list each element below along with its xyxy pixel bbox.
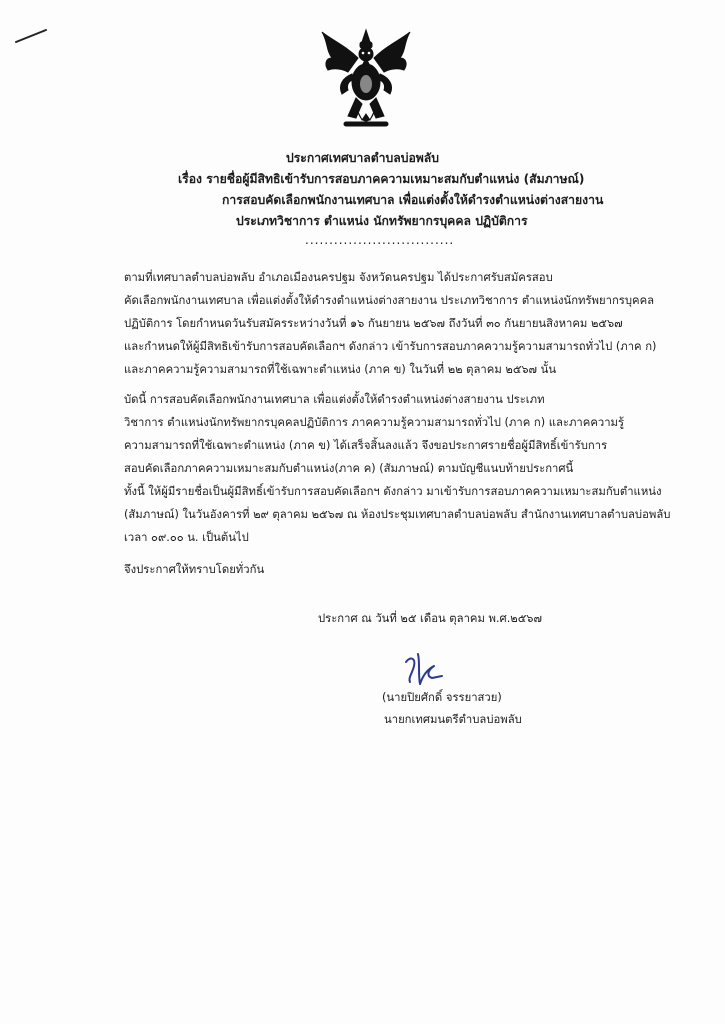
signatory-name: (นายปิยศักดิ์ จรรยาสวย)	[382, 691, 502, 704]
announcement-body	[124, 266, 671, 581]
closing-line: จึงประกาศให้ทราบโดยทั่วกัน	[124, 563, 265, 576]
paragraph-2	[124, 388, 671, 549]
announcement-subject-cont-1: การสอบคัดเลือกพนักงานเทศบาล เพื่อแต่งตั้งให้ดำรงตำแหน่งต่างสายงาน	[222, 193, 604, 207]
paragraph-1-line: คัดเลือกพนักงานเทศบาล เพื่อแต่งตั้งให้ดำรงตำแหน่งต่างสายงาน ประเภทวิชาการ ตำแหน่งนักทรัพยากรบุคคล	[124, 294, 655, 307]
paragraph-2-line: ความสามารถที่ใช้เฉพาะตำแหน่ง (ภาค ข) ได้เสร็จสิ้นลงแล้ว จึงขอประกาศรายชื่อผู้มีสิทธิ์เข้ารับการ	[124, 439, 608, 452]
paragraph-2-line: (สัมภาษณ์) ในวันอังคารที่ ๒๙ ตุลาคม ๒๕๖๗ ณ ห้องประชุมเทศบาลตำบลบ่อพลับ สำนักงานเทศบาลตำบลบ่อพลับ	[124, 508, 671, 521]
announcement-date: ประกาศ ณ วันที่ ๒๕ เดือน ตุลาคม พ.ศ.๒๕๖๗	[318, 612, 542, 625]
announcement-subject-cont-2: ประเภทวิชาการ ตำแหน่ง นักทรัพยากรบุคคล ปฏิบัติการ	[236, 214, 528, 228]
garuda-emblem-icon	[318, 28, 414, 128]
paragraph-2-line: บัดนี้ การสอบคัดเลือกพนักงานเทศบาล เพื่อแต่งตั้งให้ดำรงตำแหน่งต่างสายงาน ประเภท	[124, 393, 545, 406]
paragraph-1	[124, 266, 657, 381]
signatory-title: นายกเทศมนตรีตำบลบ่อพลับ	[384, 713, 522, 726]
announcement-subject: เรื่อง รายชื่อผู้มีสิทธิเข้ารับการสอบภาคความเหมาะสมกับตำแหน่ง (สัมภาษณ์)	[178, 172, 585, 186]
announcement-issuer: ประกาศเทศบาลตำบลบ่อพลับ	[285, 151, 440, 165]
handwritten-signature-icon	[398, 648, 446, 688]
pen-mark-icon	[14, 26, 50, 46]
header-divider: ...............................	[305, 233, 455, 247]
announcement-header	[0, 148, 725, 232]
paragraph-1-line: และกำหนดให้ผู้มีสิทธิเข้ารับการสอบคัดเลือกฯ ดังกล่าว เข้ารับการสอบภาคความรู้ความสามารถทั่วไป (ภาค ก)	[124, 340, 657, 353]
paragraph-1-line: ตามที่เทศบาลตำบลบ่อพลับ อำเภอเมืองนครปฐม จังหวัดนครปฐม ได้ประกาศรับสมัครสอบ	[124, 271, 553, 284]
paragraph-2-line: ทั้งนี้ ให้ผู้มีรายชื่อเป็นผู้มีสิทธิ์เข้ารับการสอบคัดเลือกฯ ดังกล่าว มาเข้ารับการสอบภาคความเหมาะสมกับตำแหน่ง	[124, 485, 662, 498]
paragraph-2-line: สอบคัดเลือกภาคความเหมาะสมกับตำแหน่ง(ภาค ค) (สัมภาษณ์) ตามบัญชีแนบท้ายประกาศนี้	[124, 462, 574, 475]
paragraph-1-line: และภาคความรู้ความสามารถที่ใช้เฉพาะตำแหน่ง (ภาค ข) ในวันที่ ๒๒ ตุลาคม ๒๕๖๗ นั้น	[124, 363, 557, 376]
paragraph-1-line: ปฏิบัติการ โดยกำหนดวันรับสมัครระหว่างวันที่ ๑๖ กันยายน ๒๕๖๗ ถึงวันที่ ๓๐ กันยายนสิงหาคม ๒๕๖๗	[124, 317, 623, 330]
paragraph-2-line: เวลา ๐๙.๐๐ น. เป็นต้นไป	[124, 531, 249, 544]
paragraph-3	[124, 558, 606, 581]
paragraph-2-line: วิชาการ ตำแหน่งนักทรัพยากรบุคคลปฏิบัติการ ภาคความรู้ความสามารถทั่วไป (ภาค ก) และภาคความรู้	[124, 416, 625, 429]
